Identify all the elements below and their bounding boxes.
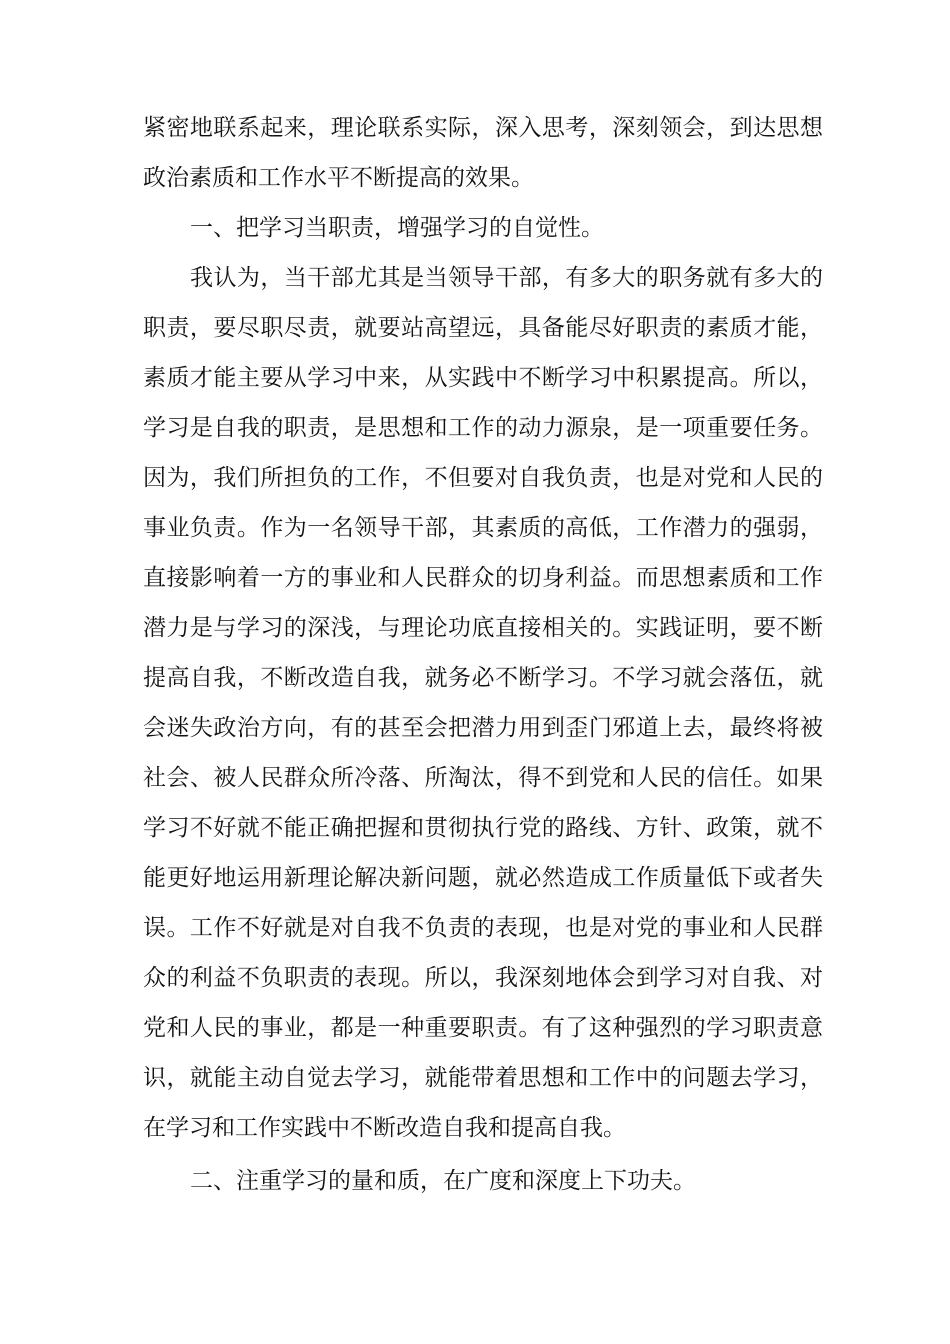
text-line: 因为，我们所担负的工作，不但要对自我负责，也是对党和人民的 xyxy=(143,465,823,491)
text-line: 能更好地运用新理论解决新问题，就必然造成工作质量低下或者失 xyxy=(143,865,823,891)
section-heading-2: 二、注重学习的量和质，在广度和深度上下功夫。 xyxy=(190,1168,696,1194)
text-line: 紧密地联系起来，理论联系实际，深入思考，深刻领会，到达思想 xyxy=(143,115,823,141)
text-line: 素质才能主要从学习中来，从实践中不断学习中积累提高。所以， xyxy=(143,365,823,391)
text-line: 识，就能主动自觉去学习，就能带着思想和工作中的问题去学习， xyxy=(143,1065,823,1091)
text-line: 潜力是与学习的深浅，与理论功底直接相关的。实践证明，要不断 xyxy=(143,615,823,641)
text-line: 直接影响着一方的事业和人民群众的切身利益。而思想素质和工作 xyxy=(143,565,823,591)
text-line: 提高自我，不断改造自我，就务必不断学习。不学习就会落伍，就 xyxy=(143,665,823,691)
text-line: 误。工作不好就是对自我不负责的表现，也是对党的事业和人民群 xyxy=(143,915,823,941)
text-line: 社会、被人民群众所冷落、所淘汰，得不到党和人民的信任。如果 xyxy=(143,765,823,791)
text-line: 职责，要尽职尽责，就要站高望远，具备能尽好职责的素质才能， xyxy=(143,315,823,341)
text-line: 政治素质和工作水平不断提高的效果。 xyxy=(143,165,534,191)
text-line: 众的利益不负职责的表现。所以，我深刻地体会到学习对自我、对 xyxy=(143,965,823,991)
text-line: 在学习和工作实践中不断改造自我和提高自我。 xyxy=(143,1115,626,1141)
text-line: 学习不好就不能正确把握和贯彻执行党的路线、方针、政策，就不 xyxy=(143,815,823,841)
text-line: 党和人民的事业，都是一种重要职责。有了这种强烈的学习职责意 xyxy=(143,1015,823,1041)
text-line: 事业负责。作为一名领导干部，其素质的高低，工作潜力的强弱， xyxy=(143,515,823,541)
section-heading-1: 一、把学习当职责，增强学习的自觉性。 xyxy=(190,215,604,241)
text-line: 我认为，当干部尤其是当领导干部，有多大的职务就有多大的 xyxy=(190,265,823,291)
text-line: 会迷失政治方向，有的甚至会把潜力用到歪门邪道上去，最终将被 xyxy=(143,715,823,741)
text-line: 学习是自我的职责，是思想和工作的动力源泉，是一项重要任务。 xyxy=(143,415,823,441)
